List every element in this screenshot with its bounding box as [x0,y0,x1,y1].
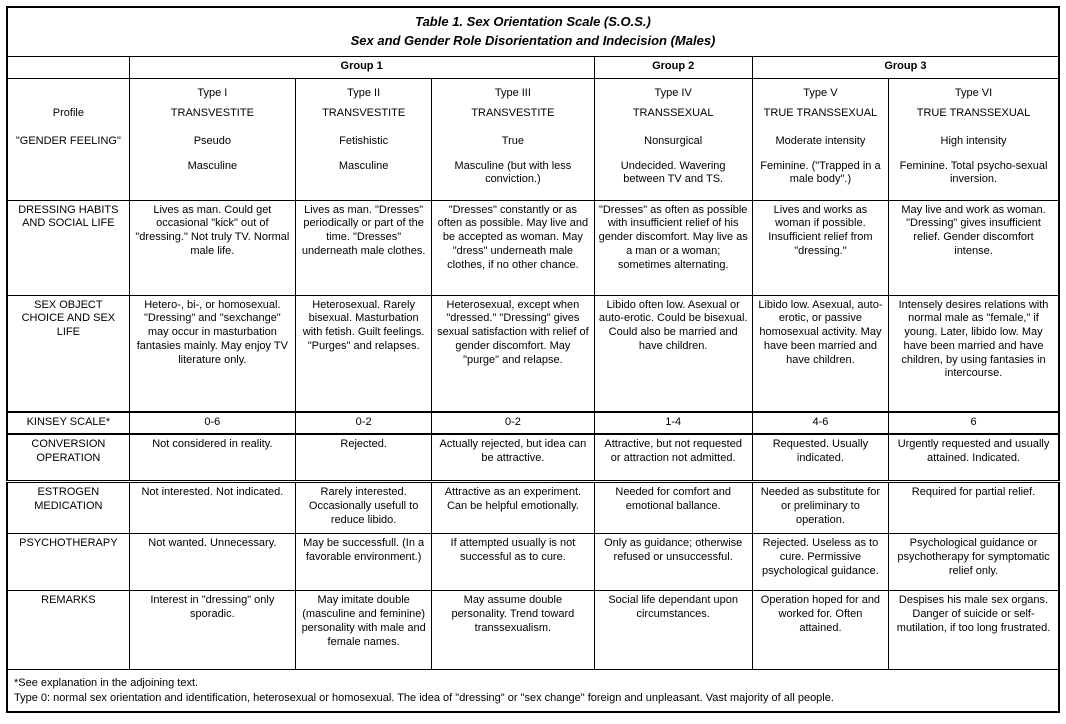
data-cell: Rejected. Useless as to cure. Permissive psychological guidance. [752,534,888,591]
data-cell: 1-4 [594,412,752,434]
row-kinsey-scale [7,412,1059,434]
data-cell: Not interested. Not indicated. [129,482,295,534]
subtype-label: Nonsurgical [644,134,703,147]
category-label: TRANSVESTITE [471,106,555,119]
gender-feeling-value: Masculine (but with less conviction.) [454,159,572,186]
footnote-asterisk: *See explanation in the adjoining text. [14,677,199,690]
subtype-label: Pseudo [193,134,232,147]
data-cell: Lives as man. "Dresses" periodically or part of the time. "Dresses" underneath male clothes. [296,200,432,295]
type-label: Type II [347,86,381,99]
row-label: DRESSING HABITS AND SOCIAL LIFE [7,200,129,295]
data-cell: Rarely interested. Occasionally usefull to reduce libido. [296,482,432,534]
data-cell: Requested. Usually indicated. [752,434,888,482]
data-cell: May live and work as woman. "Dressing" gives insufficient relief. Gender discomfort intense. [889,200,1059,295]
type-label: Type III [494,86,531,99]
data-cell: Urgently requested and usually attained. Indicated. [889,434,1059,482]
data-cell: 0-2 [296,412,432,434]
category-label: TRANSSEXUAL [632,106,714,119]
data-cell: 0-6 [129,412,295,434]
table-title [7,7,1059,56]
data-cell: Psychological guidance or psychotherapy for symptomatic relief only. [889,534,1059,591]
category-label: TRUE TRANSSEXUAL [763,106,878,119]
data-cell: If attempted usually is not successful as to cure. [432,534,594,591]
data-cell: Lives and works as woman if possible. Insufficient relief from "dressing." [752,200,888,295]
data-cell: Attractive, but not requested or attraction not admitted. [594,434,752,482]
data-cell: Not considered in reality. [129,434,295,482]
gender-feeling-value: Feminine. ("Trapped in a male body".) [760,159,881,186]
title-row [7,7,1059,56]
type-5-header [752,78,888,200]
data-cell: Social life dependant upon circumstances. [594,591,752,670]
data-cell: Only as guidance; otherwise refused or unsuccessful. [594,534,752,591]
profile-label: Profile [52,106,84,119]
data-cell: "Dresses" constantly or as often as possible. May live and be accepted as woman. May "dress" underneath male clothes, if no other chance. [432,200,594,295]
data-cell: Needed for comfort and emotional ballance. [594,482,752,534]
data-cell: Intensely desires relations with normal male as "female," if young. Later, libido low. May have been married and have children, by using fantasies in intercourse. [889,295,1059,412]
type-label: Type IV [654,86,692,99]
row-label: ESTROGEN MEDICATION [7,482,129,534]
profile-header-row [7,78,1059,200]
group-1-header: Group 1 [129,56,594,78]
type-3-header [432,78,594,200]
row-label: REMARKS [7,591,129,670]
data-cell: Rejected. [296,434,432,482]
type-label: Type I [197,86,228,99]
data-cell: Required for partial relief. [889,482,1059,534]
row-label: PSYCHOTHERAPY [7,534,129,591]
gender-feeling-value: Masculine [338,159,389,172]
data-cell: Hetero-, bi-, or homosexual. "Dressing" and "sexchange" may occur in masturbation fantasies mainly. May enjoy TV literature only. [129,295,295,412]
subtype-label: High intensity [940,134,1007,147]
sos-table [6,6,1060,713]
footnotes [7,670,1059,712]
row-dressing-habits [7,200,1059,295]
row-conversion-operation [7,434,1059,482]
group-2-header: Group 2 [594,56,752,78]
data-cell: May assume double personality. Trend toward transsexualism. [432,591,594,670]
row-psychotherapy [7,534,1059,591]
gender-feeling-value: Masculine [187,159,238,172]
footnote-row [7,670,1059,712]
data-cell: Not wanted. Unnecessary. [129,534,295,591]
group-row-spacer [7,56,129,78]
data-cell: Libido low. Asexual, auto-erotic, or passive homosexual activity. May have been married and have children. [752,295,888,412]
row-label: KINSEY SCALE* [7,412,129,434]
row-estrogen-medication [7,482,1059,534]
data-cell: 4-6 [752,412,888,434]
type-4-header [594,78,752,200]
data-cell: Actually rejected, but idea can be attractive. [432,434,594,482]
row-label: CONVERSION OPERATION [7,434,129,482]
type-2-header [296,78,432,200]
subtype-label: Fetishistic [339,134,389,147]
gender-feeling-label: "GENDER FEELING" [15,134,121,147]
data-cell: 6 [889,412,1059,434]
type-1-header [129,78,295,200]
group-header-row [7,56,1059,78]
category-label: TRANSVESTITE [322,106,406,119]
data-cell: 0-2 [432,412,594,434]
type-label: Type VI [954,86,993,99]
data-cell: Libido often low. Asexual or auto-erotic. Could be bisexual. Could also be married and have children. [594,295,752,412]
subtype-label: True [501,134,524,147]
data-cell: Heterosexual. Rarely bisexual. Masturbation with fetish. Guilt feelings. "Purges" and relapses. [296,295,432,412]
header-spacer [8,79,129,104]
row-remarks [7,591,1059,670]
data-cell: Despises his male sex organs. Danger of suicide or self-mutilation, if too long frustrated. [889,591,1059,670]
category-label: TRANSVESTITE [170,106,254,119]
type-6-header [889,78,1059,200]
data-cell: Operation hoped for and worked for. Often attained. [752,591,888,670]
data-cell: May be successfull. (In a favorable environment.) [296,534,432,591]
row-label: SEX OBJECT CHOICE AND SEX LIFE [7,295,129,412]
data-cell: May imitate double (masculine and feminine) personality with male and female names. [296,591,432,670]
data-cell: Interest in "dressing" only sporadic. [129,591,295,670]
subtype-label: Moderate intensity [775,134,866,147]
group-3-header: Group 3 [752,56,1059,78]
category-label: TRUE TRANSSEXUAL [916,106,1031,119]
data-cell: "Dresses" as often as possible with insufficient relief of his gender discomfort. May live as a man or a woman; sometimes alternating. [594,200,752,295]
gender-feeling-value: Undecided. Wavering between TV and TS. [620,159,726,186]
row-sex-object-choice [7,295,1059,412]
data-cell: Attractive as an experiment. Can be helpful emotionally. [432,482,594,534]
footnote-type0: Type 0: normal sex orientation and identification, heterosexual or homosexual. The idea of "dressing" or "sex change" foreign and unpleasant. Vast majority of all people. [14,691,834,704]
profile-row-label-cell [7,78,129,200]
data-cell: Heterosexual, except when "dressed." "Dressing" gives sexual satisfaction with relief of gender discomfort. May "purge" and relapse. [432,295,594,412]
data-cell: Needed as substitute for or preliminary to operation. [752,482,888,534]
type-label: Type V [803,86,838,99]
data-cell: Lives as man. Could get occasional "kick" out of "dressing." Not truly TV. Normal male life. [129,200,295,295]
gender-feeling-value: Feminine. Total psycho-sexual inversion. [899,159,1048,186]
table-title-line1: Table 1. Sex Orientation Scale (S.O.S.) [415,14,651,29]
table-title-line2: Sex and Gender Role Disorientation and Indecision (Males) [350,32,716,48]
